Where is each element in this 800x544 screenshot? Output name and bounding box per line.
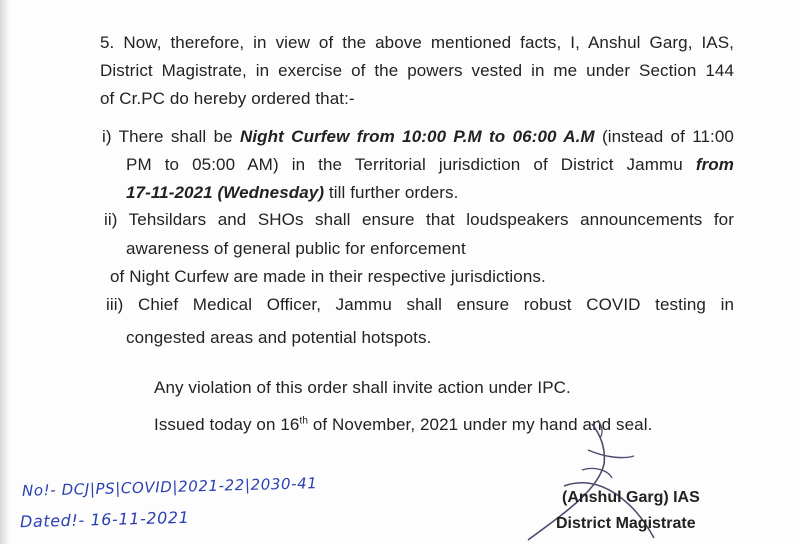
item1-curfew-bold: Night Curfew from 10:00 P.M to 06:00 A.M <box>239 127 595 146</box>
item3-line1: iii) Chief Medical Officer, Jammu shall ensure robust COVID testing in <box>106 295 734 314</box>
item2-line3: of Night Curfew are made in their respective jurisdictions. <box>110 267 546 286</box>
item2-line2: awareness of general public for enforcement <box>126 239 466 258</box>
item1-date-bold: 17-11-2021 (Wednesday) <box>126 183 325 202</box>
issued-prefix: Issued today on 16 <box>154 415 300 434</box>
para5-line1: 5. Now, therefore, in view of the above mentioned facts, I, Anshul Garg, IAS, <box>100 33 734 52</box>
signatory-name: (Anshul Garg) IAS <box>562 489 700 506</box>
handwritten-date: Dated!- 16-11-2021 <box>19 507 190 532</box>
item2-line1: ii) Tehsildars and SHOs shall ensure that loudspeakers announcements for <box>104 210 734 229</box>
item1-prefix: i) There shall be <box>102 127 240 146</box>
signatory-designation: District Magistrate <box>556 515 696 532</box>
item1-line1 <box>102 126 734 148</box>
item1-suffix: (instead of 11:00 <box>594 127 734 146</box>
violation-notice: Any violation of this order shall invite action under IPC. <box>154 378 571 397</box>
item1-line2-plain: PM to 05:00 AM) in the Territorial jurisdiction of District Jammu <box>126 155 696 174</box>
item1-line2-bold: from <box>695 155 734 174</box>
handwritten-order-number: No!- DCJ|PS|COVID|2021-22|2030-41 <box>21 474 318 500</box>
item1-line3 <box>126 182 458 204</box>
item3-line2: congested areas and potential hotspots. <box>126 328 432 347</box>
para5-line2: District Magistrate, in exercise of the powers vested in me under Section 144 <box>100 61 734 80</box>
item1-line2 <box>126 154 734 176</box>
item1-line3-plain: till further orders. <box>324 183 459 202</box>
issued-superscript: th <box>299 415 309 427</box>
para5-line3: of Cr.PC do hereby ordered that:- <box>100 89 355 108</box>
issued-suffix: of November, 2021 under my hand and seal. <box>308 415 653 434</box>
page-edge-shadow <box>0 0 10 544</box>
